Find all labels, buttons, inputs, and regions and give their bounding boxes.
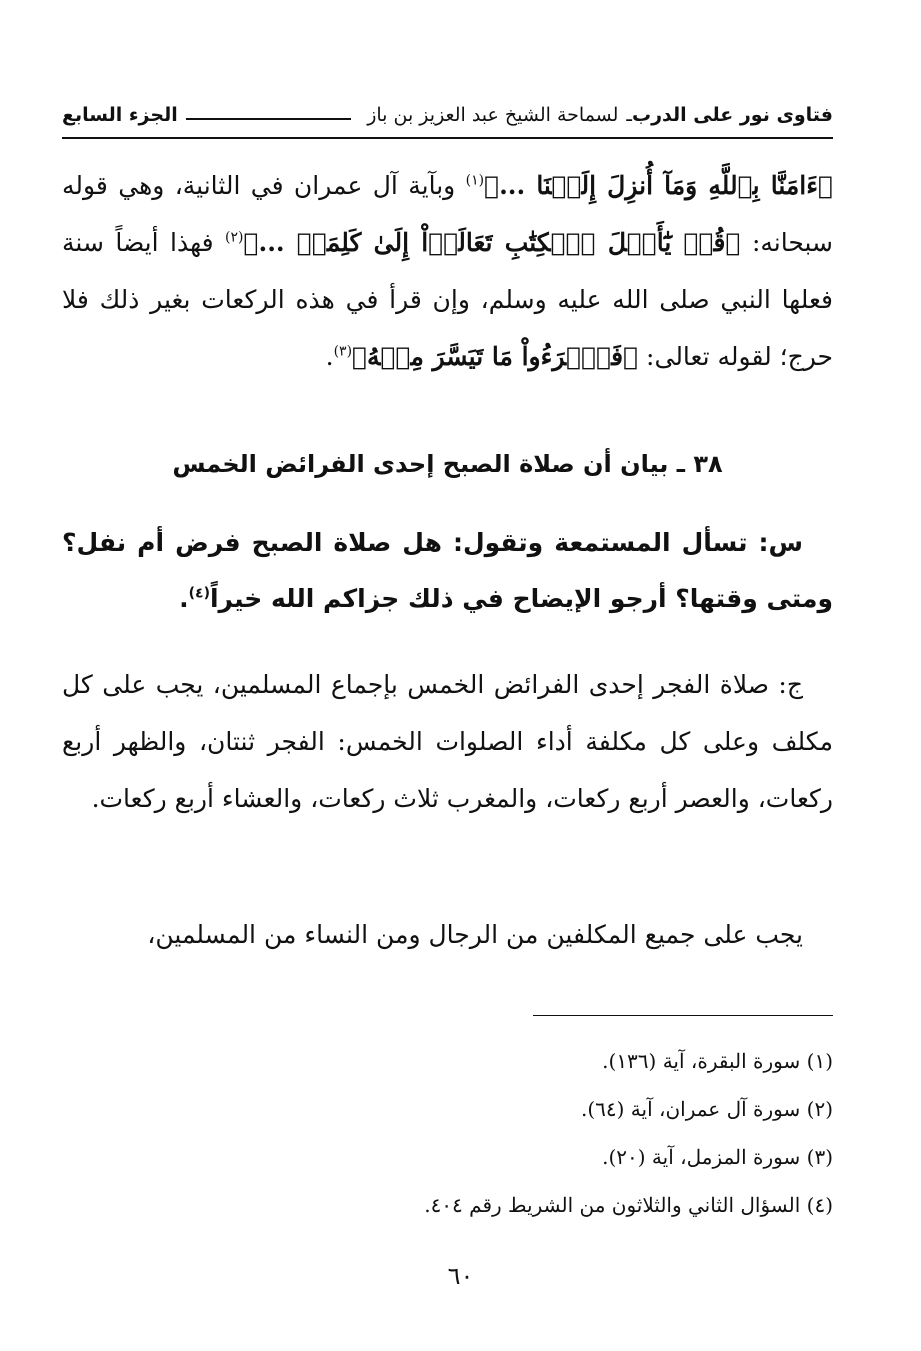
header-book-title: فتاوى نور على الدرب [632, 104, 833, 126]
footnote-ref-2: (٢) [225, 229, 244, 246]
quran-quote-1: ﴿ءَامَنَّا بِٱللَّهِ وَمَآ أُنزِلَ إِلَيۡنَا ...﴾ [484, 171, 833, 200]
footnote-item: (١) سورة البقرة، آية (١٣٦). [602, 1049, 833, 1073]
answer-text: ج: صلاة الفجر إحدى الفرائض الخمس بإجماع المسلمين، يجب على كل مكلف وعلى كل مكلفة أداء الصلوات الخمس: الفجر ثنتان، والظهر أربع ركعات، والعصر أربع ركعات، والمغرب ثلاث ركعات، والعشاء أربع ركعات. [62, 670, 833, 813]
header-dash-rule [186, 118, 352, 120]
footnotes [62, 1037, 833, 1229]
running-header [62, 98, 833, 132]
last-paragraph-text: يجب على جميع المكلفين من الرجال ومن النساء من المسلمين، [147, 920, 803, 949]
last-paragraph [62, 906, 833, 963]
header-author: لسماحة الشيخ عبد العزيز بن باز [367, 104, 619, 126]
header-volume: الجزء السابع [62, 104, 178, 126]
answer-paragraph [62, 656, 833, 827]
footnote-ref-3: (٣) [333, 343, 353, 360]
intro-end: . [325, 342, 334, 371]
footnote-separator [533, 1015, 833, 1016]
quran-quote-2: ﴿قُلۡ يَٰٓأَهۡلَ ٱلۡكِتَٰبِ تَعَالَوۡاْ إِلَىٰ كَلِمَةٖ ...﴾ [243, 228, 741, 257]
header-separator: ـ [626, 104, 632, 126]
question-end: . [179, 584, 189, 613]
footnote-item: (٤) السؤال الثاني والثلاثون من الشريط رقم ٤٠٤. [424, 1193, 833, 1217]
quran-quote-3: ﴿فَٱقۡرَءُواْ مَا تَيَسَّرَ مِنۡهُ﴾ [352, 342, 639, 371]
header-underline [62, 137, 833, 139]
intro-paragraph [62, 157, 833, 385]
footnote-ref-1: (١) [465, 172, 485, 189]
page-number: ٦٠ [447, 1262, 474, 1290]
footnote-item: (٢) سورة آل عمران، آية (٦٤). [580, 1097, 833, 1121]
footnote-item: (٣) سورة المزمل، آية (٢٠). [602, 1145, 833, 1169]
intro-text-1: وبآية آل عمران في الثانية، وهي قوله سبحانه: [62, 171, 834, 257]
intro-text-2: فهذا أيضاً سنة فعلها النبي صلى الله عليه وسلم، وإن قرأ في هذه الركعات بغير ذلك فلا حرج؛ لقوله تعالى: [62, 228, 833, 371]
question-text: س: تسأل المستمعة وتقول: هل صلاة الصبح فرض أم نفل؟ ومتى وقتها؟ أرجو الإيضاح في ذلك جزاكم الله خيراً [62, 528, 833, 613]
question-paragraph [62, 515, 833, 627]
section-title: ٣٨ ـ بيان أن صلاة الصبح إحدى الفرائض الخمس [172, 450, 723, 478]
footnote-ref-4: (٤) [188, 585, 210, 602]
